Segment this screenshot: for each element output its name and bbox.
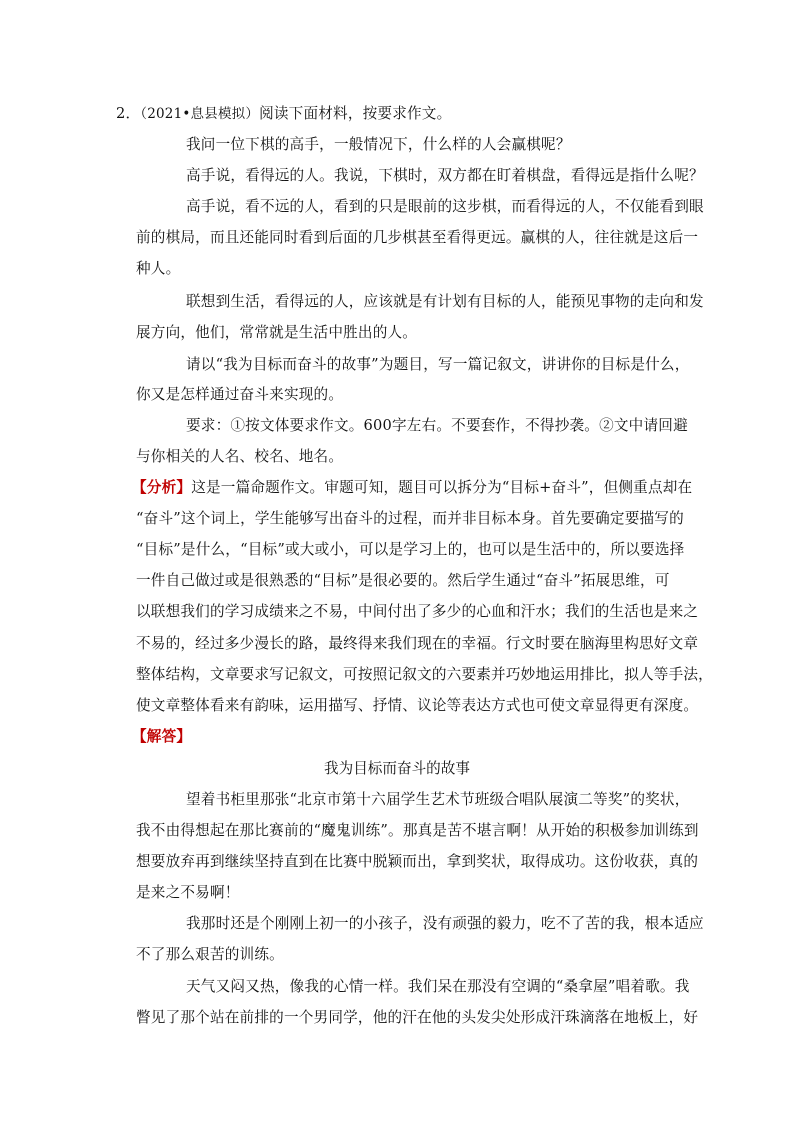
analysis-line: 不易的，经过多少漫长的路，最终得来我们现在的幸福。行文时要在脑海里构思好文章 bbox=[136, 635, 699, 652]
essay-title: 我为目标而奋斗的故事 bbox=[324, 760, 470, 777]
material-line: 高手说，看不远的人，看到的只是眼前的这步棋，而看得远的人，不仅能看到眼 bbox=[186, 198, 704, 215]
essay-line: 我那时还是个刚刚上初一的小孩子，没有顽强的毅力，吃不了苦的我，根本适应 bbox=[186, 915, 704, 932]
answer-label: 【解答】 bbox=[132, 728, 192, 745]
material-line: 展方向，他们，常常就是生活中胜出的人。 bbox=[136, 324, 418, 341]
essay-line: 瞥见了那个站在前排的一个男同学，他的汗在他的头发尖处形成汗珠滴落在地板上，好 bbox=[136, 1009, 699, 1026]
material-line: 与你相关的人名、校名、地名。 bbox=[136, 448, 344, 465]
material-line: 种人。 bbox=[136, 260, 181, 277]
essay-line: 天气又闷又热，像我的心情一样。我们呆在那没有空调的“桑拿屋”唱着歌。我 bbox=[186, 978, 690, 995]
analysis-line: 这是一篇命题作文。审题可知，题目可以拆分为“目标+奋斗”，但侧重点却在 bbox=[191, 479, 693, 496]
material-line: 请以“我为目标而奋斗的故事”为题目，写一篇记叙文，讲讲你的目标是什么， bbox=[186, 356, 690, 373]
material-line: 我问一位下棋的高手，一般情况下，什么样的人会赢棋呢？ bbox=[186, 136, 571, 153]
essay-line: 不了那么艰苦的训练。 bbox=[136, 946, 284, 963]
analysis-first-line bbox=[132, 478, 692, 498]
material-line: 要求：①按文体要求作文。600字左右。不要套作，不得抄袭。②文中请回避 bbox=[186, 417, 688, 434]
essay-line: 想要放弃再到继续坚持直到在比赛中脱颖而出，拿到奖状，取得成功。这份收获，真的 bbox=[136, 853, 699, 870]
analysis-line: 一件自己做过或是很熟悉的“目标”是很必要的。然后学生通过“奋斗”拓展思维，可 bbox=[136, 572, 670, 589]
material-line: 高手说，看得远的人。我说，下棋时，双方都在盯着棋盘，看得远是指什么呢？ bbox=[186, 167, 704, 184]
question-source: （2021•息县模拟） bbox=[140, 106, 260, 122]
question-header bbox=[116, 104, 451, 124]
analysis-line: “奋斗”这个词上，学生能够写出奋斗的过程，而并非目标本身。首先要确定要描写的 bbox=[136, 510, 684, 527]
essay-line: 我不由得想起在那比赛前的“魔鬼训练”。那真是苦不堪言啊！从开始的积极参加训练到 bbox=[136, 822, 699, 839]
analysis-label: 【分析】 bbox=[132, 479, 192, 496]
material-line: 你又是怎样通过奋斗来实现的。 bbox=[136, 386, 344, 403]
material-line: 前的棋局，而且还能同时看到后面的几步棋甚至看得更远。赢棋的人，往往就是这后一 bbox=[136, 229, 699, 246]
analysis-line: 整体结构，文章要求写记叙文，可按照记叙文的六要素并巧妙地运用排比，拟人等手法， bbox=[136, 666, 713, 683]
question-instruction: 阅读下面材料，按要求作文。 bbox=[259, 105, 452, 122]
essay-line: 是来之不易啊！ bbox=[136, 884, 240, 901]
analysis-line: “目标”是什么，“目标”或大或小，可以是学习上的，也可以是生活中的，所以要选择 bbox=[136, 541, 685, 558]
essay-line: 望着书柜里那张“北京市第十六届学生艺术节班级合唱队展演二等奖”的奖状， bbox=[186, 791, 690, 808]
material-line: 联想到生活，看得远的人，应该就是有计划有目标的人，能预见事物的走向和发 bbox=[186, 293, 704, 310]
analysis-line: 使文章整体看来有韵味，运用描写、抒情、议论等表达方式也可使文章显得更有深度。 bbox=[136, 697, 699, 714]
question-number: 2． bbox=[116, 105, 141, 122]
analysis-line: 以联想我们的学习成绩来之不易，中间付出了多少的心血和汗水；我们的生活也是来之 bbox=[136, 603, 699, 620]
